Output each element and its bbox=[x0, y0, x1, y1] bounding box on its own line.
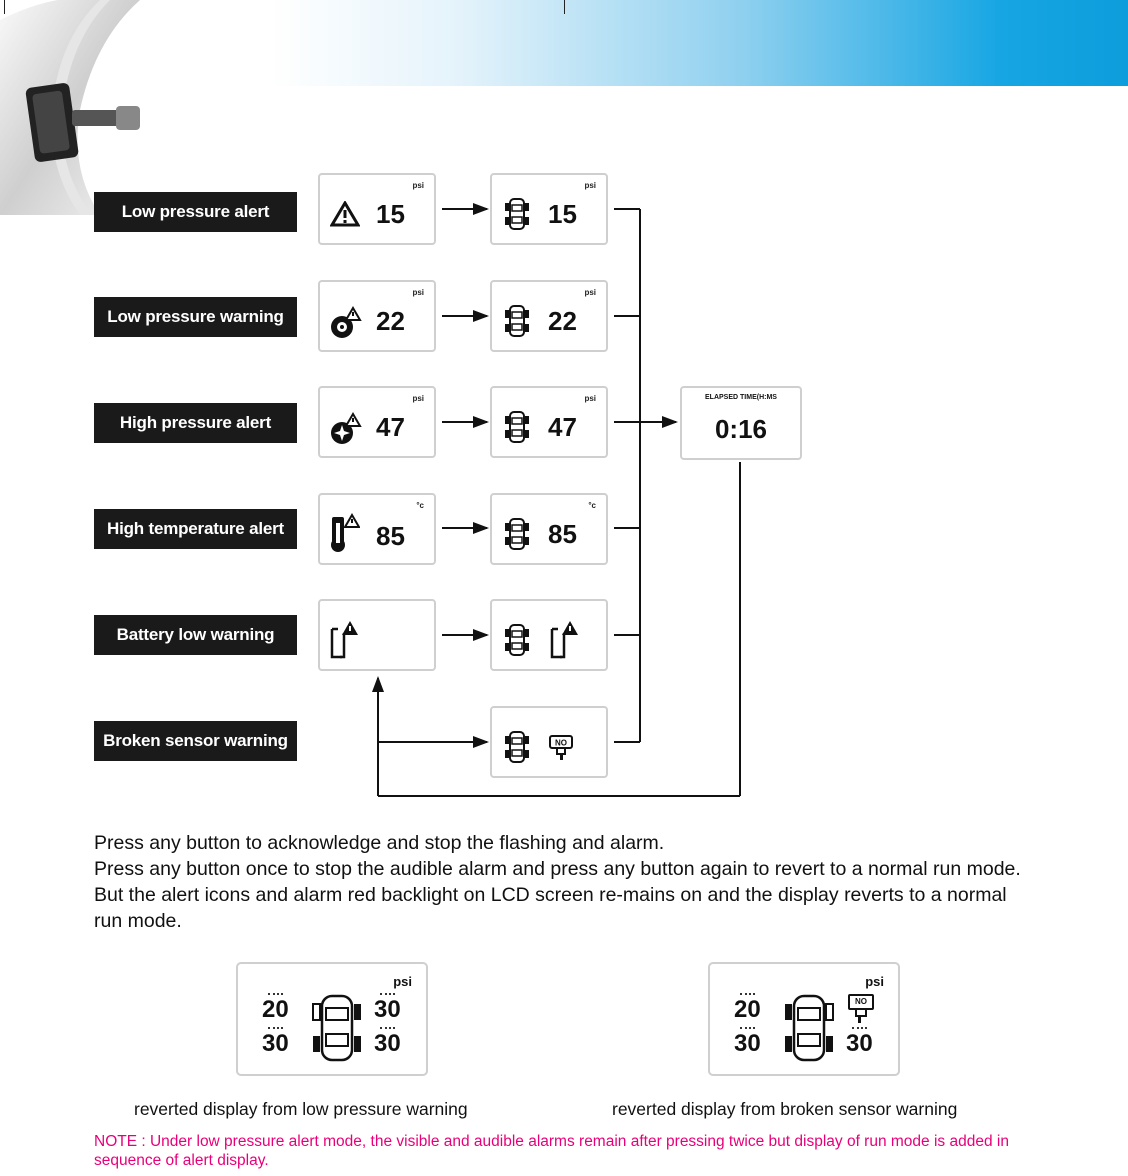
alert-display-low-pressure-warning bbox=[318, 280, 436, 352]
elapsed-time-caption: ELAPSED TIME(H:MS bbox=[705, 394, 777, 401]
svg-text:NO: NO bbox=[555, 738, 567, 748]
run-display-high-pressure-alert bbox=[490, 386, 608, 458]
reverted-display-broken-sensor bbox=[708, 962, 900, 1076]
reverted-display-low-pressure bbox=[236, 962, 428, 1076]
label-low-pressure-warning: Low pressure warning bbox=[94, 297, 297, 337]
battery-warning-icon bbox=[328, 619, 360, 661]
rear-left-pressure: 30 bbox=[262, 1030, 289, 1057]
instructions bbox=[94, 830, 1034, 934]
car-icon bbox=[504, 410, 530, 444]
car-icon bbox=[504, 517, 530, 551]
pressure-value: 22 bbox=[376, 306, 405, 336]
car-icon bbox=[504, 304, 530, 338]
alert-display-low-pressure-alert bbox=[318, 173, 436, 245]
instruction-line-2: Press any button once to stop the audible alarm and press any button again to revert to a normal run mode. But the alert icons and alarm red backlight on LCD screen re-mains on and the display reverts to a normal run mode. bbox=[94, 858, 1021, 932]
car-icon bbox=[310, 994, 364, 1062]
temperature-value: 85 bbox=[548, 519, 577, 549]
note-text: NOTE : Under low pressure alert mode, the visible and audible alarms remain after pressing twice but display of run mode is added in sequence of alert display. bbox=[94, 1133, 1009, 1169]
unit-label: psi bbox=[584, 394, 596, 403]
battery-warning-icon bbox=[548, 619, 580, 661]
pressure-value: 47 bbox=[548, 412, 577, 442]
sensor-no-signal-text: NO bbox=[848, 994, 874, 1010]
caption-reverted-low-pressure: reverted display from low pressure warning bbox=[134, 1099, 468, 1119]
run-display-battery-low-warning bbox=[490, 599, 608, 671]
car-icon bbox=[504, 730, 530, 764]
unit-label: psi bbox=[393, 974, 412, 989]
rear-left-pressure: 30 bbox=[734, 1030, 761, 1057]
pressure-value: 15 bbox=[376, 199, 405, 229]
front-right-pressure: 30 bbox=[374, 996, 401, 1023]
label-high-pressure-alert: High pressure alert bbox=[94, 403, 297, 443]
run-display-broken-sensor-warning bbox=[490, 706, 608, 778]
pressure-value: 47 bbox=[376, 412, 405, 442]
alert-display-high-temperature-alert bbox=[318, 493, 436, 565]
elapsed-time-display bbox=[680, 386, 802, 460]
temperature-value: 85 bbox=[376, 521, 405, 551]
label-high-temperature-alert: High temperature alert bbox=[94, 509, 297, 549]
rear-right-pressure: 30 bbox=[374, 1030, 401, 1057]
pressure-value: 15 bbox=[548, 199, 577, 229]
run-display-low-pressure-warning bbox=[490, 280, 608, 352]
pressure-value: 22 bbox=[548, 306, 577, 336]
unit-label: psi bbox=[865, 974, 884, 989]
unit-label: °c bbox=[588, 501, 596, 510]
car-icon bbox=[782, 994, 836, 1062]
unit-label: psi bbox=[412, 181, 424, 190]
car-icon bbox=[504, 197, 530, 231]
run-display-high-temperature-alert bbox=[490, 493, 608, 565]
caption-reverted-broken-sensor: reverted display from broken sensor warning bbox=[612, 1099, 958, 1119]
unit-label: psi bbox=[412, 394, 424, 403]
rear-right-pressure: 30 bbox=[846, 1030, 873, 1057]
sensor-no-signal-icon bbox=[548, 734, 578, 764]
unit-label: psi bbox=[584, 288, 596, 297]
warning-triangle-icon bbox=[330, 201, 360, 227]
unit-label: psi bbox=[412, 288, 424, 297]
thermometer-warning-icon bbox=[328, 513, 360, 553]
label-battery-low-warning: Battery low warning bbox=[94, 615, 297, 655]
unit-label: psi bbox=[584, 181, 596, 190]
car-icon bbox=[504, 623, 530, 657]
label-broken-sensor-warning: Broken sensor warning bbox=[94, 721, 297, 761]
instruction-line-1: Press any button to acknowledge and stop the flashing and alarm. bbox=[94, 832, 665, 854]
run-display-low-pressure-alert bbox=[490, 173, 608, 245]
alert-display-battery-low-warning bbox=[318, 599, 436, 671]
front-left-pressure: 20 bbox=[734, 996, 761, 1023]
tire-burst-icon bbox=[328, 412, 362, 446]
label-low-pressure-alert: Low pressure alert bbox=[94, 192, 297, 232]
alert-display-high-pressure-alert bbox=[318, 386, 436, 458]
elapsed-time-value: 0:16 bbox=[714, 414, 768, 444]
front-left-pressure: 20 bbox=[262, 996, 289, 1023]
unit-label: °c bbox=[416, 501, 424, 510]
sensor-no-signal-icon bbox=[848, 994, 876, 1024]
tire-warning-icon bbox=[328, 306, 362, 340]
